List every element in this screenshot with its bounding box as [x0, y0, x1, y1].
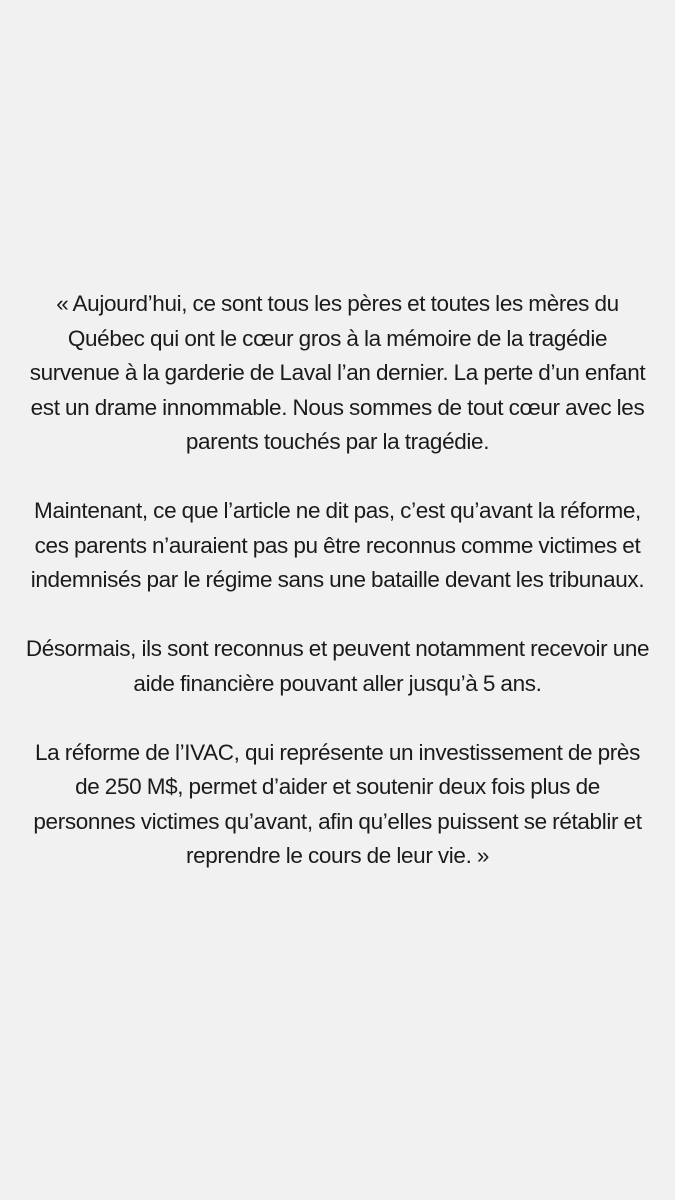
quote-text-block	[22, 287, 653, 874]
quote-paragraph-4: La réforme de l’IVAC, qui représente un investissement de près de 250 M$, permet d’aider et soutenir deux fois plus de personnes victimes qu’avant, afin qu’elles puissent se rétablir et reprendre le cours de leur vie. »	[33, 739, 642, 868]
quote-paragraph-1: « Aujourd’hui, ce sont tous les pères et toutes les mères du Québec qui ont le cœur gros à la mémoire de la tragédie survenue à la garderie de Laval l’an dernier. La perte d’un enfant est un drame innommable. Nous sommes de tout cœur avec les parents touchés par la tragédie.	[29, 291, 646, 454]
quote-paragraph-2: Maintenant, ce que l’article ne dit pas, c’est qu’avant la réforme, ces parents n’auraient pas pu être reconnus comme victimes et indemnisés par le régime sans une bataille devant les tribunaux.	[30, 498, 645, 592]
quote-paragraph-3: Désormais, ils sont reconnus et peuvent notamment recevoir une aide financière pouvant aller jusqu’à 5 ans.	[25, 636, 650, 696]
